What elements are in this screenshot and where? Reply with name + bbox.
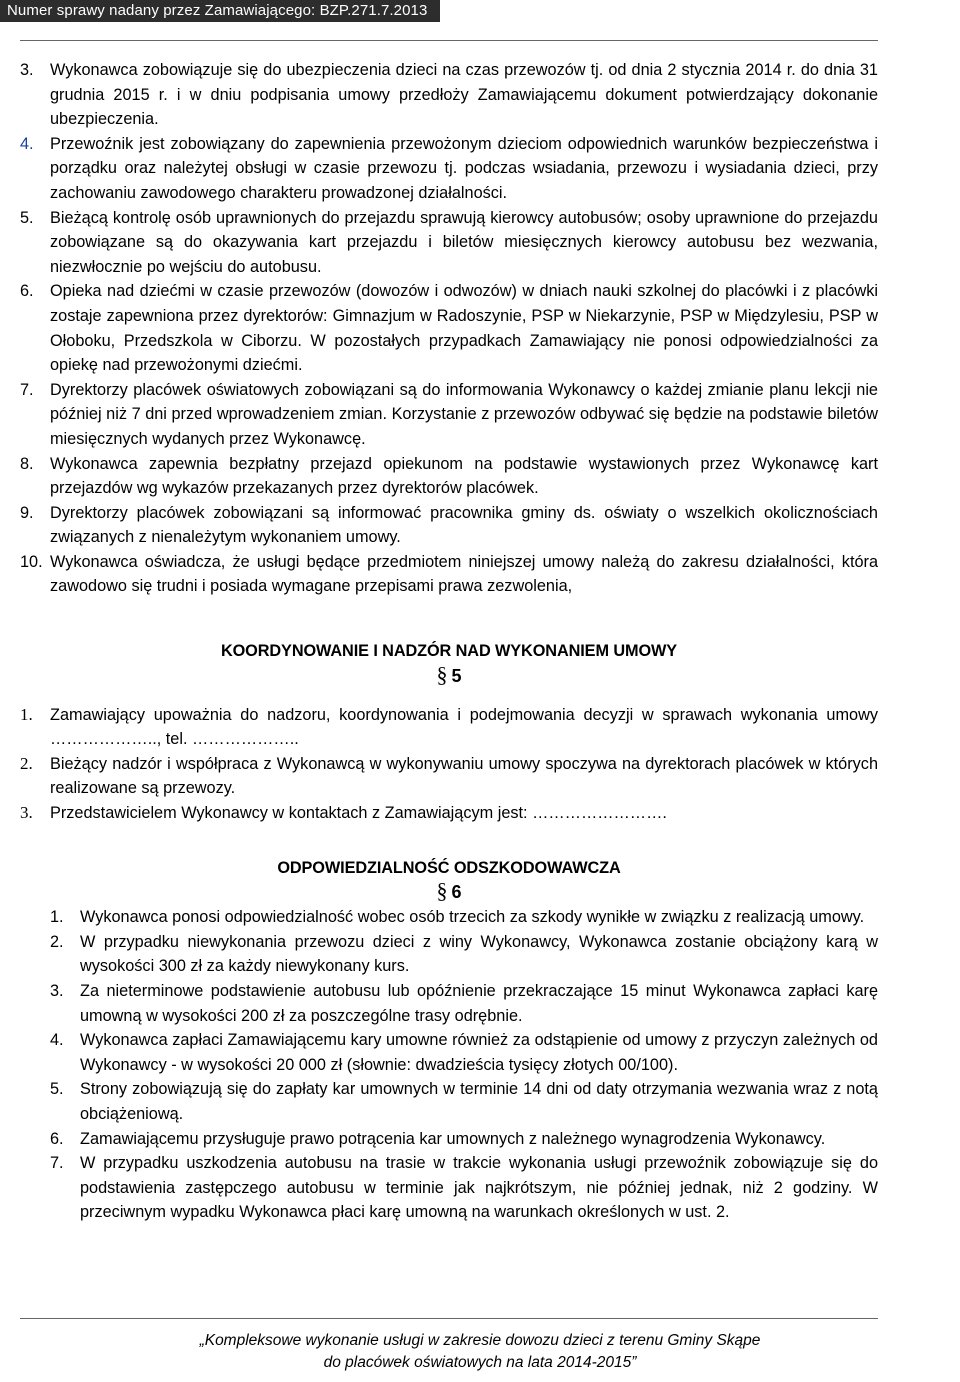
intro-list	[20, 58, 878, 599]
item-text: Zamawiającemu przysługuje prawo potrącenia kar umownych z należnego wynagrodzenia Wykonawcy.	[80, 1129, 826, 1148]
list-item	[20, 1151, 878, 1225]
item-number: 9.	[20, 503, 34, 522]
document-header-bar	[0, 0, 440, 22]
item-text: Opieka nad dziećmi w czasie przewozów (dowozów i odwozów) w dniach nauki szkolnej do placówki i z placówki zostaje zapewniona przez dyrektorów: Gimnazjum w Radoszynie, PSP w Niekarzynie, PSP w Międzylesiu, PSP w Ołoboku, Przedszkola w Ciborzu. W pozostałych przypadkach Zamawiający nie ponosi odpowiedzialności za opiekę nad przewożonymi dziećmi.	[50, 282, 878, 375]
item-text: W przypadku niewykonania przewozu dzieci z winy Wykonawcy, Wykonawca zostanie obciążony karą w wysokości 300 zł za każdy niewykonany kurs.	[80, 932, 878, 976]
list-item	[20, 1077, 878, 1126]
item-number: 10.	[20, 552, 43, 571]
item-number: 5.	[50, 1080, 64, 1099]
item-text: Wykonawca ponosi odpowiedzialność wobec osób trzecich za szkody wynikłe w związku z realizacją umowy.	[80, 908, 865, 927]
item-number: 7.	[20, 380, 34, 399]
item-number: 1.	[50, 908, 64, 927]
item-text: Wykonawca oświadcza, że usługi będące przedmiotem niniejszej umowy należą do zakresu działalności, która zawodowo się trudni i posiada wymagane przepisami prawa zezwolenia,	[50, 552, 878, 596]
item-number: 3.	[50, 982, 64, 1000]
paragraph-number: 6	[451, 882, 462, 903]
list-item	[20, 703, 878, 752]
document-footer	[0, 1330, 960, 1374]
item-text: Bieżącą kontrolę osób uprawnionych do przejazdu sprawują kierowcy autobusów; osoby uprawnione do przejazdu zobowiązane są do okazywania kart przejazdu i biletów miesięcznych kierowcy autobusu bez wezwania, niezwłocznie po wejściu do autobusu.	[50, 208, 878, 276]
list-item	[20, 1127, 878, 1152]
item-number: 2.	[50, 932, 64, 951]
footer-line-1: „Kompleksowe wykonanie usługi w zakresie dowozu dzieci z terenu Gminy Skąpe	[199, 1332, 761, 1349]
case-number-header: Numer sprawy nadany przez Zamawiającego: BZP.271.7.2013	[7, 2, 428, 19]
item-text: Za nieterminowe podstawienie autobusu lub opóźnienie przekraczające 15 minut Wykonawca zapłaci karę umowną w wysokości 200 zł za poszczególne trasy odrębnie.	[80, 982, 878, 1025]
item-number: 4.	[50, 1031, 64, 1050]
item-number: 5.	[20, 208, 34, 227]
item-text: Zamawiający upoważnia do nadzoru, koordynowania i podejmowania decyzji w sprawach wykonania umowy ……………….., tel. ………………..	[50, 705, 878, 749]
section-6-paragraph	[20, 880, 878, 903]
list-item	[20, 58, 878, 132]
item-number: 4.	[20, 134, 34, 153]
list-item	[20, 378, 878, 452]
list-item	[20, 1028, 878, 1077]
item-text: Bieżący nadzór i współpraca z Wykonawcą w wykonywaniu umowy spoczywa na dyrektorach placówek w których realizowane są przewozy.	[50, 754, 878, 798]
section-5-paragraph	[20, 661, 878, 687]
item-text: Wykonawca zapewnia bezpłatny przejazd opiekunom na podstawie wystawionych przez Wykonawcę kart przejazdów wg wykazów przekazanych przez dyrektorów placówek.	[50, 454, 878, 498]
list-item	[20, 206, 878, 280]
list-item	[20, 930, 878, 979]
item-number: 1.	[20, 704, 33, 724]
item-text: Wykonawca zapłaci Zamawiającemu kary umowne również za odstąpienie od umowy z przyczyn zależnych od Wykonawcy - w wysokości 20 000 zł (słownie: dwadzieścia tysięcy złotych 00/100).	[80, 1031, 878, 1074]
document-body	[20, 58, 878, 1225]
item-text: Przedstawicielem Wykonawcy w kontaktach z Zamawiającym jest: …………………….	[50, 804, 667, 823]
section-6-title: ODPOWIEDZIALNOŚĆ ODSZKODOWAWCZA	[277, 858, 621, 877]
item-number: 6.	[50, 1129, 64, 1148]
item-number: 7.	[50, 1154, 64, 1173]
item-text: Przewoźnik jest zobowiązany do zapewnienia przewożonym dzieciom odpowiednich warunków bezpieczeństwa i porządku oraz należytej obsługi w czasie przewozu tj. podczas wsiadania, przewozu i wysiadania dzieci, przy zachowaniu zawodowego charakteru prowadzonej działalności.	[50, 134, 878, 202]
list-item	[20, 550, 878, 599]
list-item	[20, 132, 878, 206]
paragraph-symbol: §	[436, 661, 448, 687]
item-text: Dyrektorzy placówek zobowiązani są informować pracownika gminy ds. oświaty o wszelkich okolicznościach związanych z nienależytym wykonaniem umowy.	[50, 503, 878, 547]
list-item	[20, 905, 878, 930]
item-text: Strony zobowiązują się do zapłaty kar umownych w terminie 14 dni od daty otrzymania wezwania wraz z notą obciążeniową.	[80, 1080, 878, 1123]
footer-line-2: do placówek oświatowych na lata 2014-2015”	[323, 1354, 637, 1371]
section-5-title: KOORDYNOWANIE I NADZÓR NAD WYKONANIEM UMOWY	[220, 642, 678, 661]
list-item	[20, 752, 878, 801]
header-divider	[20, 40, 878, 41]
item-text: Dyrektorzy placówek oświatowych zobowiązani są do informowania Wykonawcy o każdej zmianie planu lekcji nie później niż 7 dni przed wprowadzeniem zmian. Korzystanie z przewozów odbywać się będzie na podstawie biletów miesięcznych wydanych przez Wykonawcę.	[50, 380, 878, 448]
section-6-list	[20, 905, 878, 1225]
list-item	[20, 801, 878, 826]
item-number: 3.	[20, 803, 33, 823]
list-item	[20, 979, 878, 1028]
footer-divider	[20, 1318, 878, 1319]
item-text: W przypadku uszkodzenia autobusu na trasie w trakcie wykonania usługi przewoźnik zobowiązuje się do podstawienia zastępczego autobusu w terminie jak najkrótszym, nie później jednak, niż 2 godziny. W przeciwnym wypadku Wykonawca płaci karę umowną na warunkach określonych w ust. 2.	[80, 1154, 878, 1222]
item-number: 6.	[20, 282, 34, 301]
paragraph-number: 5	[451, 665, 462, 686]
item-number: 8.	[20, 454, 34, 473]
section-5-list	[20, 703, 878, 826]
list-item	[20, 452, 878, 501]
list-item	[20, 501, 878, 550]
paragraph-symbol: §	[436, 878, 448, 904]
item-number: 3.	[20, 61, 34, 79]
list-item	[20, 279, 878, 377]
item-number: 2.	[20, 753, 33, 773]
item-text: Wykonawca zobowiązuje się do ubezpieczenia dzieci na czas przewozów tj. od dnia 2 stycznia 2014 r. do dnia 31 grudnia 2015 r. i w dniu podpisania umowy przedłoży Zamawiającemu dokument potwierdzający dokonanie ubezpieczenia.	[50, 61, 878, 129]
